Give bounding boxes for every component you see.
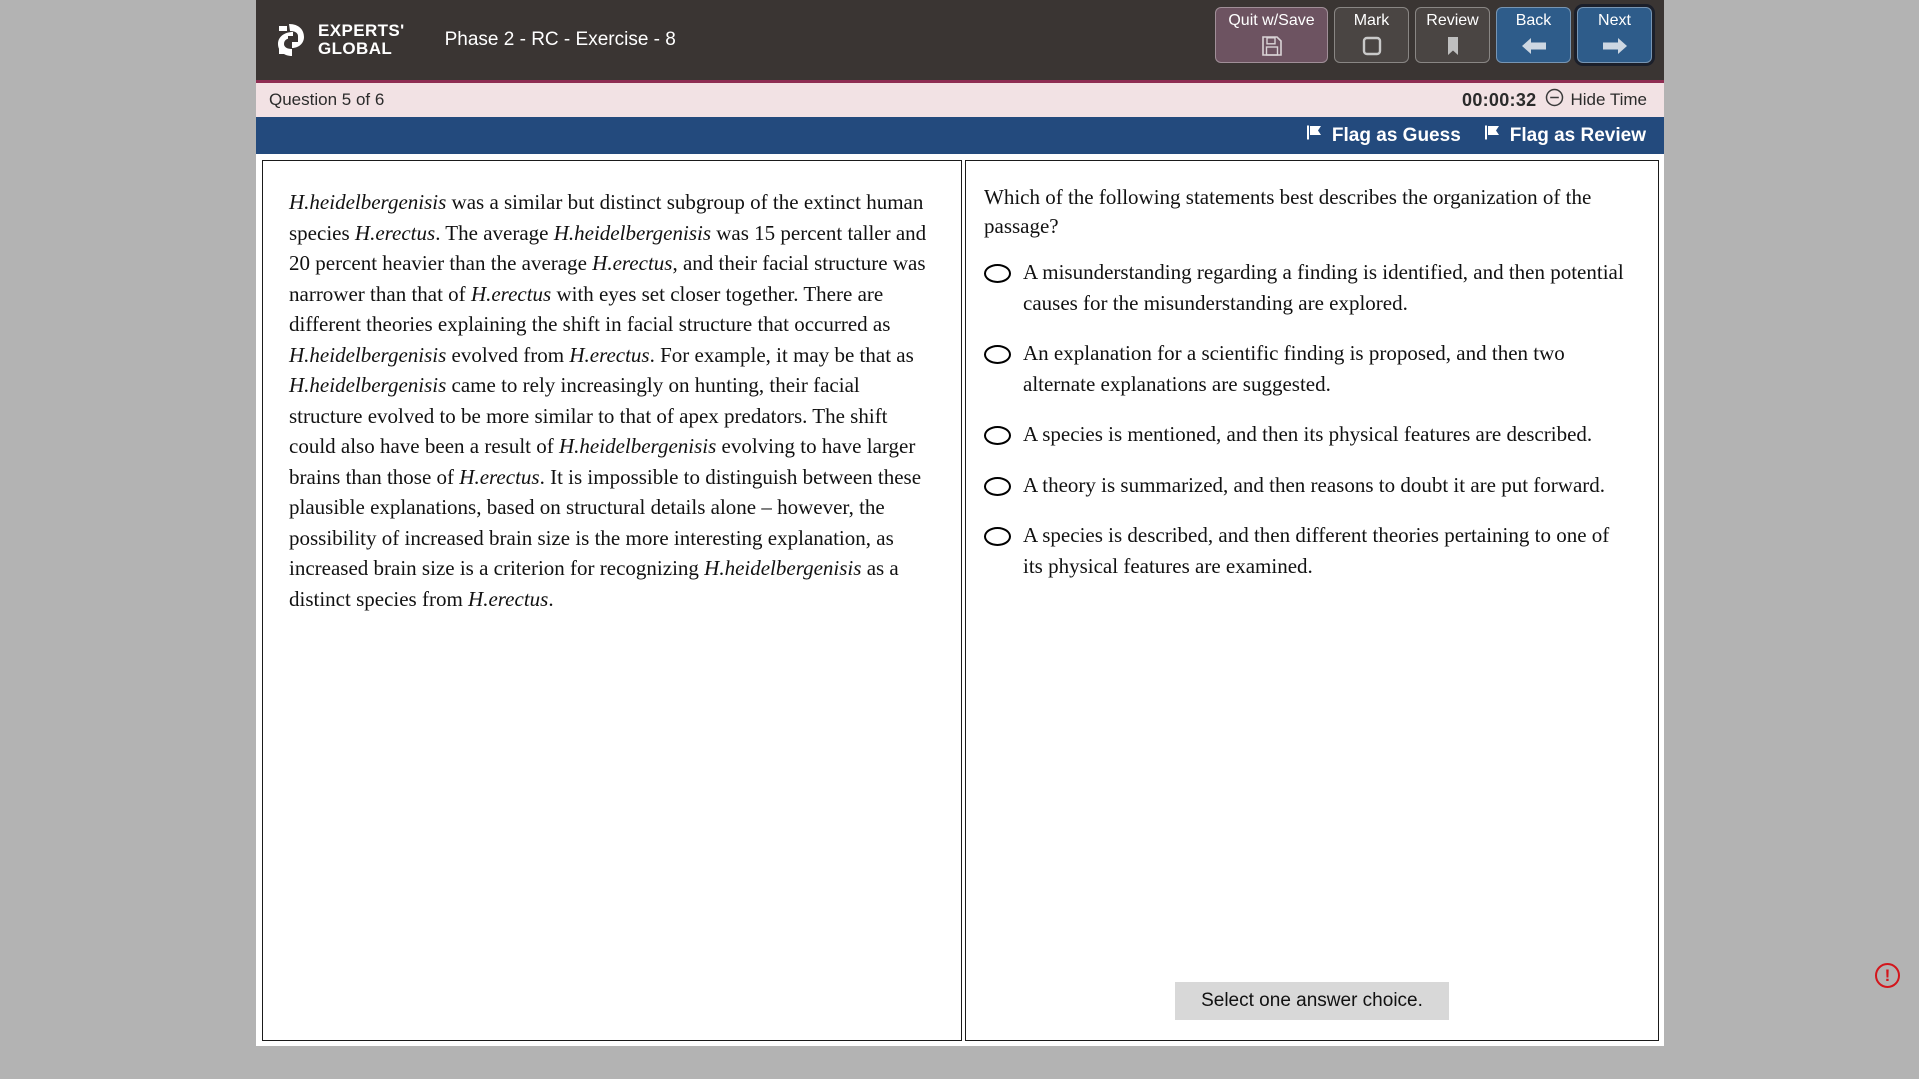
flag-icon bbox=[1305, 123, 1324, 148]
passage-pane bbox=[262, 160, 962, 1041]
flag-as-review-label: Flag as Review bbox=[1509, 124, 1646, 146]
radio-button-icon[interactable] bbox=[984, 264, 1011, 283]
toolbar-button-group bbox=[1215, 7, 1652, 63]
exam-window bbox=[256, 0, 1664, 1046]
flag-bar bbox=[256, 117, 1664, 154]
circle-minus-icon bbox=[1545, 88, 1564, 112]
brand-line-1: EXPERTS' bbox=[318, 21, 405, 40]
answer-choice-2-label: An explanation for a scientific finding is proposed, and then two alternate explanations are suggested. bbox=[1023, 341, 1565, 396]
question-stem: Which of the following statements best describes the organization of the passage? bbox=[984, 185, 1592, 238]
bookmark-icon bbox=[1442, 33, 1464, 59]
next-button[interactable] bbox=[1577, 7, 1652, 63]
answer-choice-4-label: A theory is summarized, and then reasons to doubt it are put forward. bbox=[1023, 472, 1606, 497]
hide-time-button[interactable] bbox=[1545, 88, 1647, 112]
question-pane bbox=[965, 160, 1659, 1041]
question-counter: Question 5 of 6 bbox=[269, 90, 385, 109]
flag-as-review-button[interactable] bbox=[1483, 123, 1646, 148]
review-button[interactable] bbox=[1415, 7, 1490, 63]
experts-global-logo-icon bbox=[273, 22, 309, 58]
flag-as-guess-label: Flag as Guess bbox=[1331, 124, 1461, 146]
timer-area bbox=[1462, 88, 1647, 112]
instruction-area bbox=[966, 982, 1658, 1020]
flag-as-guess-button[interactable] bbox=[1305, 123, 1461, 148]
brand-line-2: GLOBAL bbox=[318, 39, 393, 58]
brand-name bbox=[318, 22, 405, 58]
select-one-answer-instruction: Select one answer choice. bbox=[1175, 982, 1449, 1020]
arrow-right-icon bbox=[1601, 33, 1629, 59]
answer-choice-5-label: A species is described, and then different theories pertaining to one of its physical features are examined. bbox=[1023, 523, 1610, 578]
passage-text: H.heidelbergenisis was a similar but distinct subgroup of the extinct human species H.erectus. The average H.heidelbergenisis was 15 percent taller and 20 percent heavier than the average H.erectus, and their facial structure was narrower than that of H.erectus with eyes set closer together. There are different theories explaining the shift in facial structure that occurred as H.heidelbergenisis evolved from H.erectus. For example, it may be that as H.heidelbergenisis came to rely increasingly on hunting, their facial structure evolved to be more similar to that of apex predators. The shift could also have been a result of H.heidelbergenisis evolving to have larger brains than those of H.erectus. It is impossible to distinguish between these plausible explanations, based on structural details alone – however, the possibility of increased brain size is the more interesting explanation, as increased brain size is a criterion for recognizing H.heidelbergenisis as a distinct species from H.erectus. bbox=[289, 190, 927, 611]
exercise-title: Phase 2 - RC - Exercise - 8 bbox=[444, 29, 676, 50]
top-toolbar bbox=[256, 0, 1664, 80]
mark-button[interactable] bbox=[1334, 7, 1409, 63]
timer-value: 00:00:32 bbox=[1462, 89, 1537, 110]
square-icon bbox=[1361, 33, 1383, 59]
answer-choice-5[interactable] bbox=[984, 520, 1632, 581]
next-label: Next bbox=[1598, 12, 1631, 29]
answer-choice-3-label: A species is mentioned, and then its physical features are described. bbox=[1023, 422, 1593, 446]
radio-button-icon[interactable] bbox=[984, 527, 1011, 546]
flag-icon bbox=[1483, 123, 1502, 148]
arrow-left-icon bbox=[1520, 33, 1548, 59]
back-label: Back bbox=[1515, 12, 1552, 29]
answer-choice-4[interactable] bbox=[984, 470, 1632, 501]
quit-with-save-button[interactable] bbox=[1215, 7, 1328, 63]
answer-choice-1-label: A misunderstanding regarding a finding is identified, and then potential causes for the misunderstanding are explored. bbox=[1023, 260, 1624, 315]
review-label: Review bbox=[1426, 12, 1479, 29]
question-status-bar bbox=[256, 80, 1664, 117]
floppy-disk-icon bbox=[1261, 33, 1283, 59]
radio-button-icon[interactable] bbox=[984, 345, 1011, 364]
hide-time-label: Hide Time bbox=[1570, 90, 1647, 109]
question-content bbox=[966, 161, 1658, 581]
radio-button-icon[interactable] bbox=[984, 426, 1011, 445]
brand-logo bbox=[273, 22, 405, 58]
alert-symbol: ! bbox=[1884, 966, 1891, 985]
mark-label: Mark bbox=[1353, 12, 1390, 29]
alert-circle-icon[interactable] bbox=[1875, 963, 1900, 988]
answer-choice-2[interactable] bbox=[984, 338, 1632, 399]
content-area bbox=[256, 154, 1664, 1046]
back-button[interactable] bbox=[1496, 7, 1571, 63]
answer-choice-3[interactable] bbox=[984, 419, 1632, 450]
quit-with-save-label: Quit w/Save bbox=[1228, 12, 1315, 29]
radio-button-icon[interactable] bbox=[984, 477, 1011, 496]
answer-choice-1[interactable] bbox=[984, 257, 1632, 318]
